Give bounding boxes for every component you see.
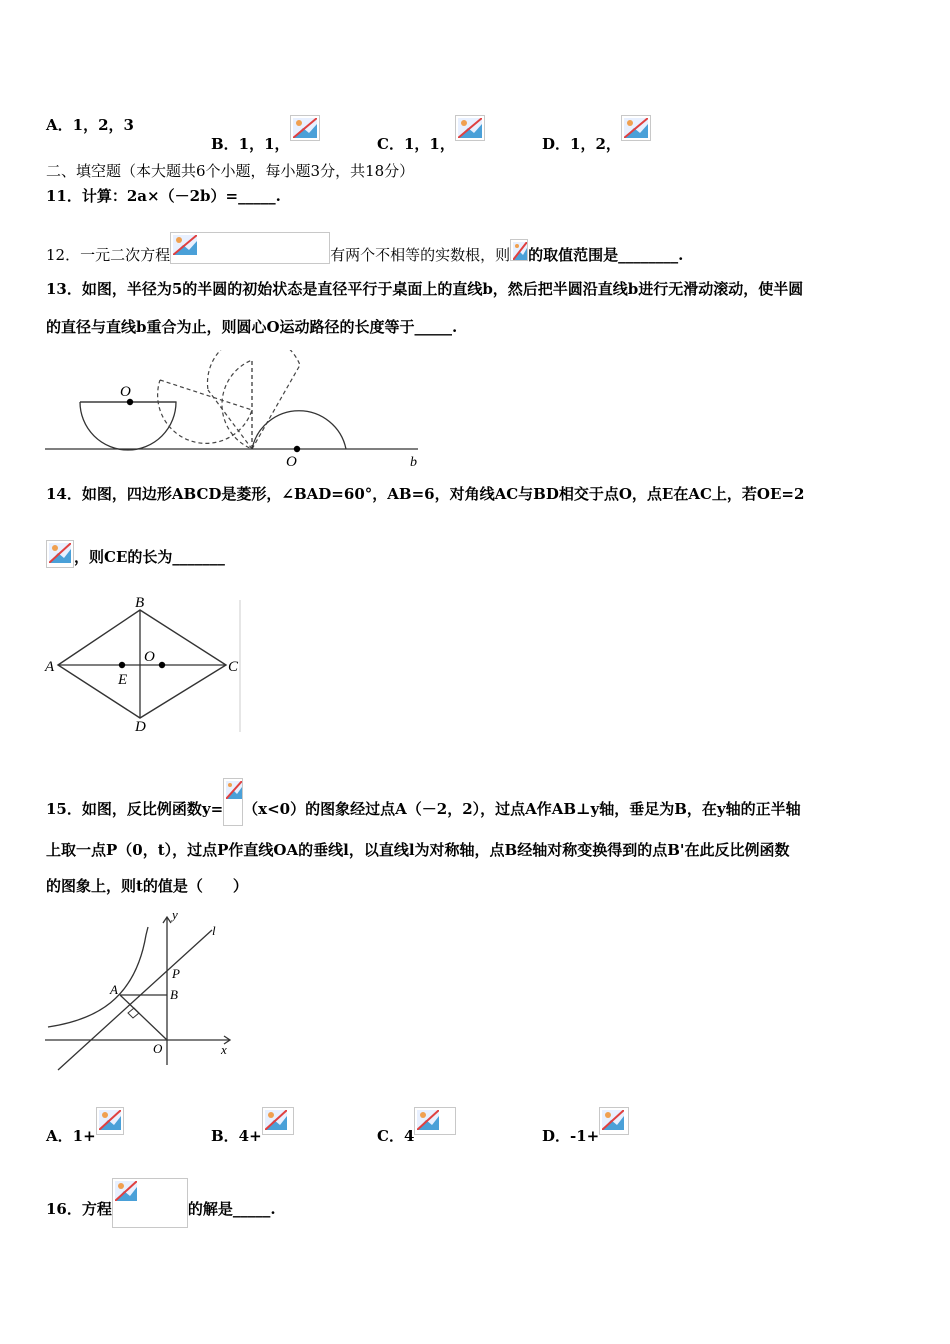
label-o-bottom: O (286, 454, 297, 470)
point-e (119, 662, 125, 668)
option-c (377, 115, 485, 154)
line-l (58, 930, 212, 1070)
point-o (159, 662, 165, 668)
option-d (542, 115, 651, 154)
option-a-text: A．1，2，3 (46, 116, 134, 134)
q15-option-c (377, 1107, 456, 1146)
initial-semicircle (80, 402, 176, 450)
question-15-suffix: （x<0）的图象经过点A（－2，2），过点A作AB⊥y轴，垂足为B，在y轴的正半轴 (243, 800, 801, 818)
question-16-prefix: 16．方程 (46, 1200, 112, 1218)
label-o: O (153, 1041, 163, 1056)
q15-option-b-text: B．4+ (211, 1127, 262, 1145)
center-o-final (294, 446, 300, 452)
question-14-line2 (46, 540, 225, 568)
question-15-line3: 的图象上，则t的值是（ ） (46, 877, 248, 895)
rhombus-abcd (58, 610, 226, 718)
label-l: l (212, 923, 216, 938)
q15-option-a (46, 1107, 124, 1146)
broken-image-icon (621, 115, 651, 141)
rolling-semicircle-figure (40, 350, 430, 475)
segment-oa (120, 995, 167, 1040)
label-p: P (172, 966, 180, 981)
rhombus-figure (40, 590, 250, 735)
dashed-semicircle-1 (158, 380, 252, 443)
question-16-suffix: 的解是_____. (187, 1200, 276, 1218)
hyperbola-curve (48, 927, 148, 1027)
q15-option-c-text: C．4 (377, 1127, 415, 1145)
option-d-text: D．1，2， (542, 135, 621, 153)
section-heading: 二、填空题（本大题共6个小题，每小题3分，共18分） (46, 162, 415, 180)
label-o-top: O (120, 384, 131, 400)
option-b (211, 115, 320, 154)
question-11: 11．计算：2a×（－2b）=_____. (46, 187, 281, 205)
option-c-text: C．1，1， (377, 135, 455, 153)
question-15-line1 (46, 778, 801, 826)
label-d: D (135, 719, 146, 735)
broken-image-icon (112, 1178, 188, 1228)
question-13-line1: 13．如图，半径为5的半圆的初始状态是直径平行于桌面上的直线b，然后把半圆沿直线b进行无滑动滚动，使半圆 (46, 280, 804, 298)
question-15-prefix: 15．如图，反比例函数y= (46, 800, 224, 818)
question-12 (46, 232, 683, 265)
label-x: x (221, 1042, 227, 1057)
broken-image-icon (170, 232, 330, 264)
broken-image-icon (223, 778, 243, 826)
label-e: E (118, 672, 128, 688)
label-b: B (135, 595, 145, 611)
label-a: A (110, 982, 118, 997)
broken-image-icon (455, 115, 485, 141)
label-b: b (410, 455, 417, 470)
broken-image-icon (96, 1107, 124, 1135)
broken-image-icon (510, 239, 528, 261)
label-a: A (45, 659, 55, 675)
label-c: C (228, 659, 239, 675)
option-a (46, 115, 134, 135)
question-16 (46, 1178, 276, 1228)
final-semicircle (252, 411, 346, 449)
label-o: O (144, 649, 155, 665)
q15-option-d (542, 1107, 629, 1146)
broken-image-icon (599, 1107, 629, 1135)
broken-image-icon (290, 115, 320, 141)
question-14-line1: 14．如图，四边形ABCD是菱形，∠BAD=60°，AB=6，对角线AC与BD相交于点O，点E在AC上，若OE=2 (46, 485, 805, 503)
q15-option-d-text: D．-1+ (542, 1127, 600, 1145)
question-15-line2: 上取一点P（0，t），过点P作直线OA的垂线l，以直线l为对称轴，点B经轴对称变换得到的点B'在此反比例函数 (46, 841, 790, 859)
broken-image-icon (414, 1107, 456, 1135)
label-y: y (172, 907, 178, 922)
question-12-suffix: 的取值范围是________. (528, 246, 684, 264)
option-b-text: B．1，1， (211, 135, 290, 153)
question-14-line2-text: ，则CE的长为_______ (74, 548, 225, 566)
question-12-prefix: 12．一元二次方程 (46, 246, 171, 264)
label-b: B (170, 987, 178, 1002)
broken-image-icon (262, 1107, 294, 1135)
inverse-function-figure (40, 905, 250, 1075)
question-13-line2: 的直径与直线b重合为止，则圆心O运动路径的长度等于_____. (46, 318, 458, 336)
q15-option-b (211, 1107, 294, 1146)
broken-image-icon (46, 540, 74, 568)
question-12-middle: 有两个不相等的实数根，则 (330, 246, 511, 264)
q15-option-a-text: A．1+ (46, 1127, 96, 1145)
